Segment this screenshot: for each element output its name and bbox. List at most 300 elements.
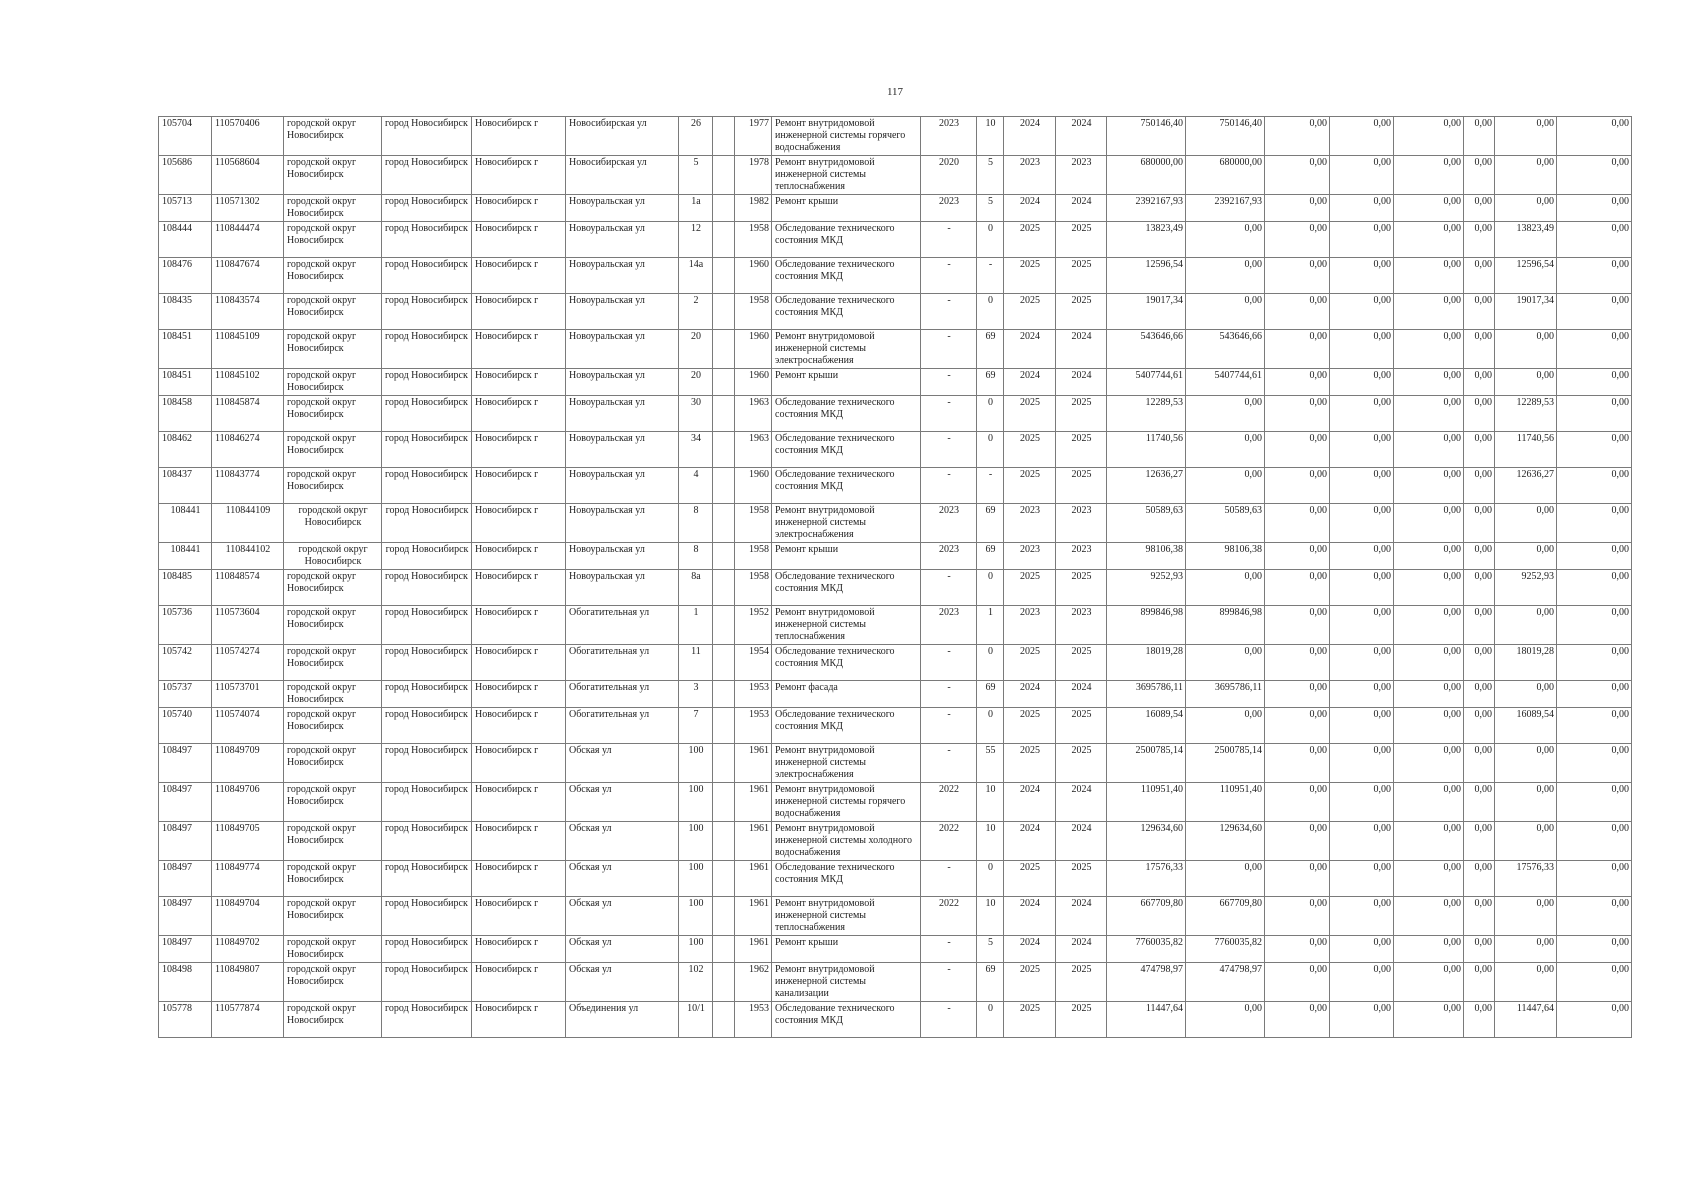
cell-building-id: 108444	[159, 222, 212, 258]
cell-regional-budget: 0,00	[1265, 117, 1330, 156]
cell-survey-cost: 0,00	[1495, 783, 1557, 822]
cell-municipal-district: городской округ Новосибирск	[284, 897, 382, 936]
cell-wear-percent: 10	[977, 897, 1004, 936]
cell-plan-year-start: 2025	[1004, 645, 1056, 681]
cell-owner-funds: 0,00	[1394, 606, 1464, 645]
cell-build-year: 1953	[735, 708, 772, 744]
cell-fund-cost: 0,00	[1186, 258, 1265, 294]
cell-reserve: 0,00	[1557, 822, 1632, 861]
cell-plan-year-start: 2023	[1004, 543, 1056, 570]
cell-survey-cost: 0,00	[1495, 606, 1557, 645]
cell-fund-cost: 98106,38	[1186, 543, 1265, 570]
cell-build-year: 1958	[735, 570, 772, 606]
cell-last-repair-year: -	[921, 1002, 977, 1038]
cell-work-type: Обследование технического состояния МКД	[772, 222, 921, 258]
cell-owner-funds: 0,00	[1394, 783, 1464, 822]
cell-municipal-budget: 0,00	[1330, 681, 1394, 708]
cell-survey-cost: 9252,93	[1495, 570, 1557, 606]
cell-building-id: 108497	[159, 936, 212, 963]
cell-municipal-budget: 0,00	[1330, 783, 1394, 822]
table-row	[159, 432, 1632, 468]
table-row	[159, 570, 1632, 606]
cell-city: Новосибирск г	[472, 543, 566, 570]
cell-survey-cost: 12289,53	[1495, 396, 1557, 432]
cell-last-repair-year: -	[921, 432, 977, 468]
cell-municipal-district: городской округ Новосибирск	[284, 432, 382, 468]
cell-municipal-district: городской округ Новосибирск	[284, 822, 382, 861]
cell-build-year: 1958	[735, 294, 772, 330]
cell-building-id: 108476	[159, 258, 212, 294]
cell-wear-percent: 0	[977, 861, 1004, 897]
cell-work-type: Ремонт внутридомовой инженерной системы электроснабжения	[772, 330, 921, 369]
cell-settlement: город Новосибирск	[382, 1002, 472, 1038]
cell-plan-year-start: 2024	[1004, 195, 1056, 222]
table-row	[159, 156, 1632, 195]
cell-total-cost: 750146,40	[1107, 117, 1186, 156]
cell-building-id: 108441	[159, 543, 212, 570]
cell-reserve: 0,00	[1557, 468, 1632, 504]
cell-owner-funds: 0,00	[1394, 744, 1464, 783]
cell-building	[713, 1002, 735, 1038]
cell-survey-cost: 0,00	[1495, 936, 1557, 963]
cell-fund-cost: 3695786,11	[1186, 681, 1265, 708]
cell-street: Обская ул	[566, 744, 679, 783]
cell-municipal-district: городской округ Новосибирск	[284, 222, 382, 258]
cell-wear-percent: 5	[977, 936, 1004, 963]
cell-building	[713, 570, 735, 606]
cell-wear-percent: 10	[977, 783, 1004, 822]
cell-city: Новосибирск г	[472, 708, 566, 744]
cell-work-type: Ремонт внутридомовой инженерной системы теплоснабжения	[772, 156, 921, 195]
cell-building-id: 108462	[159, 432, 212, 468]
cell-building-id: 105740	[159, 708, 212, 744]
cell-house-number: 5	[679, 156, 713, 195]
cell-plan-year-start: 2023	[1004, 156, 1056, 195]
cell-wear-percent: 0	[977, 570, 1004, 606]
cell-wear-percent: 0	[977, 222, 1004, 258]
cell-build-year: 1953	[735, 681, 772, 708]
cell-municipal-district: городской округ Новосибирск	[284, 195, 382, 222]
cell-total-cost: 899846,98	[1107, 606, 1186, 645]
cell-build-year: 1954	[735, 645, 772, 681]
cell-municipal-district: городской округ Новосибирск	[284, 1002, 382, 1038]
cell-fund-cost: 680000,00	[1186, 156, 1265, 195]
cell-building-id: 108498	[159, 963, 212, 1002]
cell-work-type: Ремонт внутридомовой инженерной системы электроснабжения	[772, 744, 921, 783]
cell-building-id: 108497	[159, 861, 212, 897]
cell-municipal-budget: 0,00	[1330, 963, 1394, 1002]
cell-owner-funds: 0,00	[1394, 396, 1464, 432]
cell-municipal-district: городской округ Новосибирск	[284, 396, 382, 432]
cell-municipal-budget: 0,00	[1330, 861, 1394, 897]
cell-city: Новосибирск г	[472, 258, 566, 294]
cell-last-repair-year: 2023	[921, 195, 977, 222]
cell-city: Новосибирск г	[472, 330, 566, 369]
cell-plan-year-start: 2024	[1004, 681, 1056, 708]
cell-work-type: Обследование технического состояния МКД	[772, 468, 921, 504]
cell-work-id: 110571302	[212, 195, 284, 222]
cell-city: Новосибирск г	[472, 504, 566, 543]
cell-regional-budget: 0,00	[1265, 897, 1330, 936]
cell-reserve: 0,00	[1557, 606, 1632, 645]
cell-house-number: 100	[679, 822, 713, 861]
cell-reserve: 0,00	[1557, 432, 1632, 468]
cell-total-cost: 2500785,14	[1107, 744, 1186, 783]
cell-municipal-budget: 0,00	[1330, 156, 1394, 195]
cell-settlement: город Новосибирск	[382, 861, 472, 897]
cell-regional-budget: 0,00	[1265, 195, 1330, 222]
cell-reserve: 0,00	[1557, 897, 1632, 936]
cell-other-funds: 0,00	[1464, 861, 1495, 897]
cell-municipal-budget: 0,00	[1330, 708, 1394, 744]
cell-work-id: 110847674	[212, 258, 284, 294]
cell-street: Новоуральская ул	[566, 369, 679, 396]
cell-fund-cost: 2392167,93	[1186, 195, 1265, 222]
cell-building	[713, 744, 735, 783]
cell-plan-year-end: 2025	[1056, 258, 1107, 294]
cell-regional-budget: 0,00	[1265, 645, 1330, 681]
cell-building	[713, 606, 735, 645]
cell-building	[713, 294, 735, 330]
cell-settlement: город Новосибирск	[382, 156, 472, 195]
cell-municipal-budget: 0,00	[1330, 294, 1394, 330]
cell-municipal-district: городской округ Новосибирск	[284, 744, 382, 783]
cell-city: Новосибирск г	[472, 1002, 566, 1038]
cell-wear-percent: 0	[977, 396, 1004, 432]
cell-regional-budget: 0,00	[1265, 570, 1330, 606]
cell-wear-percent: 0	[977, 708, 1004, 744]
cell-street: Новосибирская ул	[566, 156, 679, 195]
cell-work-type: Ремонт внутридомовой инженерной системы холодного водоснабжения	[772, 822, 921, 861]
cell-work-type: Ремонт внутридомовой инженерной системы электроснабжения	[772, 504, 921, 543]
cell-municipal-district: городской округ Новосибирск	[284, 708, 382, 744]
table-row	[159, 783, 1632, 822]
cell-building-id: 108497	[159, 897, 212, 936]
cell-other-funds: 0,00	[1464, 396, 1495, 432]
cell-house-number: 2	[679, 294, 713, 330]
cell-fund-cost: 0,00	[1186, 468, 1265, 504]
cell-regional-budget: 0,00	[1265, 369, 1330, 396]
cell-plan-year-end: 2025	[1056, 570, 1107, 606]
cell-street: Новоуральская ул	[566, 195, 679, 222]
cell-survey-cost: 11740,56	[1495, 432, 1557, 468]
cell-street: Новоуральская ул	[566, 330, 679, 369]
cell-street: Новоуральская ул	[566, 570, 679, 606]
cell-building	[713, 783, 735, 822]
cell-fund-cost: 50589,63	[1186, 504, 1265, 543]
cell-plan-year-start: 2025	[1004, 396, 1056, 432]
cell-street: Обская ул	[566, 963, 679, 1002]
cell-street: Новоуральская ул	[566, 222, 679, 258]
cell-other-funds: 0,00	[1464, 708, 1495, 744]
table-row	[159, 606, 1632, 645]
cell-wear-percent: 0	[977, 432, 1004, 468]
cell-street: Новоуральская ул	[566, 468, 679, 504]
cell-municipal-budget: 0,00	[1330, 570, 1394, 606]
cell-build-year: 1960	[735, 330, 772, 369]
cell-work-id: 110849706	[212, 783, 284, 822]
cell-regional-budget: 0,00	[1265, 744, 1330, 783]
cell-regional-budget: 0,00	[1265, 432, 1330, 468]
cell-owner-funds: 0,00	[1394, 897, 1464, 936]
cell-other-funds: 0,00	[1464, 681, 1495, 708]
cell-house-number: 10/1	[679, 1002, 713, 1038]
cell-reserve: 0,00	[1557, 1002, 1632, 1038]
cell-reserve: 0,00	[1557, 156, 1632, 195]
cell-municipal-budget: 0,00	[1330, 369, 1394, 396]
cell-work-id: 110844109	[212, 504, 284, 543]
cell-municipal-district: городской округ Новосибирск	[284, 117, 382, 156]
cell-work-id: 110845874	[212, 396, 284, 432]
table-row	[159, 504, 1632, 543]
cell-street: Обская ул	[566, 861, 679, 897]
cell-work-type: Ремонт внутридомовой инженерной системы канализации	[772, 963, 921, 1002]
cell-municipal-district: городской округ Новосибирск	[284, 468, 382, 504]
cell-municipal-budget: 0,00	[1330, 504, 1394, 543]
cell-municipal-budget: 0,00	[1330, 744, 1394, 783]
cell-build-year: 1961	[735, 822, 772, 861]
cell-building-id: 105704	[159, 117, 212, 156]
cell-building-id: 105686	[159, 156, 212, 195]
cell-owner-funds: 0,00	[1394, 294, 1464, 330]
cell-plan-year-end: 2025	[1056, 432, 1107, 468]
cell-settlement: город Новосибирск	[382, 369, 472, 396]
cell-street: Новоуральская ул	[566, 432, 679, 468]
table-body	[159, 117, 1632, 1038]
cell-work-id: 110849704	[212, 897, 284, 936]
cell-plan-year-start: 2024	[1004, 783, 1056, 822]
cell-house-number: 102	[679, 963, 713, 1002]
cell-building	[713, 504, 735, 543]
cell-survey-cost: 13823,49	[1495, 222, 1557, 258]
cell-municipal-district: городской округ Новосибирск	[284, 543, 382, 570]
cell-plan-year-end: 2025	[1056, 222, 1107, 258]
cell-reserve: 0,00	[1557, 783, 1632, 822]
cell-work-type: Ремонт крыши	[772, 543, 921, 570]
cell-street: Обская ул	[566, 936, 679, 963]
cell-plan-year-start: 2024	[1004, 117, 1056, 156]
cell-regional-budget: 0,00	[1265, 708, 1330, 744]
cell-municipal-budget: 0,00	[1330, 936, 1394, 963]
cell-total-cost: 543646,66	[1107, 330, 1186, 369]
cell-work-id: 110574074	[212, 708, 284, 744]
cell-total-cost: 129634,60	[1107, 822, 1186, 861]
cell-house-number: 11	[679, 645, 713, 681]
cell-work-id: 110849774	[212, 861, 284, 897]
cell-owner-funds: 0,00	[1394, 504, 1464, 543]
cell-regional-budget: 0,00	[1265, 396, 1330, 432]
cell-other-funds: 0,00	[1464, 468, 1495, 504]
cell-house-number: 34	[679, 432, 713, 468]
table-row	[159, 645, 1632, 681]
cell-municipal-district: городской округ Новосибирск	[284, 504, 382, 543]
cell-work-id: 110845109	[212, 330, 284, 369]
cell-settlement: город Новосибирск	[382, 606, 472, 645]
cell-municipal-budget: 0,00	[1330, 396, 1394, 432]
cell-other-funds: 0,00	[1464, 222, 1495, 258]
cell-settlement: город Новосибирск	[382, 468, 472, 504]
cell-municipal-budget: 0,00	[1330, 645, 1394, 681]
cell-municipal-district: городской округ Новосибирск	[284, 963, 382, 1002]
cell-wear-percent: 5	[977, 195, 1004, 222]
cell-house-number: 30	[679, 396, 713, 432]
cell-last-repair-year: -	[921, 294, 977, 330]
cell-reserve: 0,00	[1557, 294, 1632, 330]
cell-reserve: 0,00	[1557, 258, 1632, 294]
cell-city: Новосибирск г	[472, 468, 566, 504]
cell-house-number: 8а	[679, 570, 713, 606]
cell-work-id: 110570406	[212, 117, 284, 156]
cell-fund-cost: 129634,60	[1186, 822, 1265, 861]
cell-building	[713, 432, 735, 468]
cell-reserve: 0,00	[1557, 744, 1632, 783]
cell-survey-cost: 0,00	[1495, 504, 1557, 543]
cell-house-number: 8	[679, 543, 713, 570]
cell-fund-cost: 0,00	[1186, 432, 1265, 468]
cell-plan-year-start: 2025	[1004, 1002, 1056, 1038]
cell-house-number: 1а	[679, 195, 713, 222]
table-row	[159, 468, 1632, 504]
cell-build-year: 1963	[735, 396, 772, 432]
cell-work-type: Ремонт внутридомовой инженерной системы теплоснабжения	[772, 897, 921, 936]
cell-settlement: город Новосибирск	[382, 822, 472, 861]
cell-municipal-district: городской округ Новосибирск	[284, 294, 382, 330]
cell-last-repair-year: -	[921, 396, 977, 432]
cell-work-type: Ремонт фасада	[772, 681, 921, 708]
cell-regional-budget: 0,00	[1265, 822, 1330, 861]
cell-reserve: 0,00	[1557, 543, 1632, 570]
page-number: 117	[886, 86, 904, 98]
cell-settlement: город Новосибирск	[382, 258, 472, 294]
cell-owner-funds: 0,00	[1394, 1002, 1464, 1038]
cell-total-cost: 17576,33	[1107, 861, 1186, 897]
cell-other-funds: 0,00	[1464, 645, 1495, 681]
cell-wear-percent: 0	[977, 645, 1004, 681]
cell-municipal-district: городской округ Новосибирск	[284, 606, 382, 645]
cell-plan-year-start: 2025	[1004, 294, 1056, 330]
cell-plan-year-end: 2024	[1056, 783, 1107, 822]
cell-house-number: 1	[679, 606, 713, 645]
cell-last-repair-year: 2022	[921, 783, 977, 822]
cell-plan-year-start: 2025	[1004, 744, 1056, 783]
cell-house-number: 20	[679, 369, 713, 396]
cell-wear-percent: -	[977, 258, 1004, 294]
cell-fund-cost: 0,00	[1186, 396, 1265, 432]
cell-building	[713, 822, 735, 861]
cell-settlement: город Новосибирск	[382, 195, 472, 222]
cell-survey-cost: 12596,54	[1495, 258, 1557, 294]
cell-plan-year-end: 2024	[1056, 369, 1107, 396]
cell-work-type: Ремонт крыши	[772, 936, 921, 963]
cell-building	[713, 468, 735, 504]
cell-work-type: Обследование технического состояния МКД	[772, 708, 921, 744]
cell-other-funds: 0,00	[1464, 294, 1495, 330]
cell-wear-percent: 69	[977, 681, 1004, 708]
cell-city: Новосибирск г	[472, 963, 566, 1002]
cell-municipal-budget: 0,00	[1330, 1002, 1394, 1038]
cell-work-id: 110849705	[212, 822, 284, 861]
cell-total-cost: 18019,28	[1107, 645, 1186, 681]
cell-survey-cost: 12636,27	[1495, 468, 1557, 504]
cell-work-id: 110844474	[212, 222, 284, 258]
cell-build-year: 1958	[735, 543, 772, 570]
cell-survey-cost: 18019,28	[1495, 645, 1557, 681]
cell-house-number: 100	[679, 861, 713, 897]
cell-street: Обогатительная ул	[566, 606, 679, 645]
cell-building-id: 105742	[159, 645, 212, 681]
cell-city: Новосибирск г	[472, 861, 566, 897]
cell-building	[713, 936, 735, 963]
cell-work-id: 110849709	[212, 744, 284, 783]
cell-street: Обогатительная ул	[566, 681, 679, 708]
cell-fund-cost: 2500785,14	[1186, 744, 1265, 783]
cell-total-cost: 110951,40	[1107, 783, 1186, 822]
cell-survey-cost: 0,00	[1495, 822, 1557, 861]
cell-build-year: 1961	[735, 861, 772, 897]
cell-last-repair-year: -	[921, 222, 977, 258]
cell-city: Новосибирск г	[472, 783, 566, 822]
cell-wear-percent: 0	[977, 1002, 1004, 1038]
cell-other-funds: 0,00	[1464, 330, 1495, 369]
cell-fund-cost: 110951,40	[1186, 783, 1265, 822]
table-row	[159, 681, 1632, 708]
cell-settlement: город Новосибирск	[382, 897, 472, 936]
cell-plan-year-end: 2024	[1056, 936, 1107, 963]
cell-plan-year-end: 2024	[1056, 330, 1107, 369]
cell-plan-year-end: 2023	[1056, 606, 1107, 645]
cell-build-year: 1961	[735, 744, 772, 783]
cell-other-funds: 0,00	[1464, 936, 1495, 963]
cell-settlement: город Новосибирск	[382, 936, 472, 963]
cell-municipal-budget: 0,00	[1330, 258, 1394, 294]
cell-city: Новосибирск г	[472, 897, 566, 936]
cell-total-cost: 680000,00	[1107, 156, 1186, 195]
cell-street: Новоуральская ул	[566, 396, 679, 432]
cell-work-id: 110849702	[212, 936, 284, 963]
cell-fund-cost: 543646,66	[1186, 330, 1265, 369]
cell-fund-cost: 0,00	[1186, 294, 1265, 330]
cell-plan-year-end: 2025	[1056, 294, 1107, 330]
cell-house-number: 26	[679, 117, 713, 156]
cell-building	[713, 156, 735, 195]
cell-work-type: Ремонт крыши	[772, 369, 921, 396]
cell-plan-year-end: 2025	[1056, 396, 1107, 432]
cell-building	[713, 258, 735, 294]
cell-reserve: 0,00	[1557, 645, 1632, 681]
table-row	[159, 258, 1632, 294]
table-row	[159, 897, 1632, 936]
cell-building	[713, 708, 735, 744]
cell-wear-percent: 69	[977, 504, 1004, 543]
cell-street: Обогатительная ул	[566, 645, 679, 681]
cell-work-id: 110849807	[212, 963, 284, 1002]
cell-municipal-budget: 0,00	[1330, 543, 1394, 570]
table-row	[159, 1002, 1632, 1038]
cell-build-year: 1960	[735, 258, 772, 294]
cell-street: Обская ул	[566, 897, 679, 936]
cell-plan-year-start: 2025	[1004, 468, 1056, 504]
cell-total-cost: 3695786,11	[1107, 681, 1186, 708]
cell-last-repair-year: 2023	[921, 543, 977, 570]
cell-settlement: город Новосибирск	[382, 222, 472, 258]
cell-building-id: 105736	[159, 606, 212, 645]
cell-plan-year-start: 2025	[1004, 708, 1056, 744]
cell-work-id: 110845102	[212, 369, 284, 396]
cell-build-year: 1960	[735, 468, 772, 504]
cell-plan-year-start: 2023	[1004, 606, 1056, 645]
cell-work-type: Ремонт внутридомовой инженерной системы теплоснабжения	[772, 606, 921, 645]
cell-build-year: 1961	[735, 783, 772, 822]
